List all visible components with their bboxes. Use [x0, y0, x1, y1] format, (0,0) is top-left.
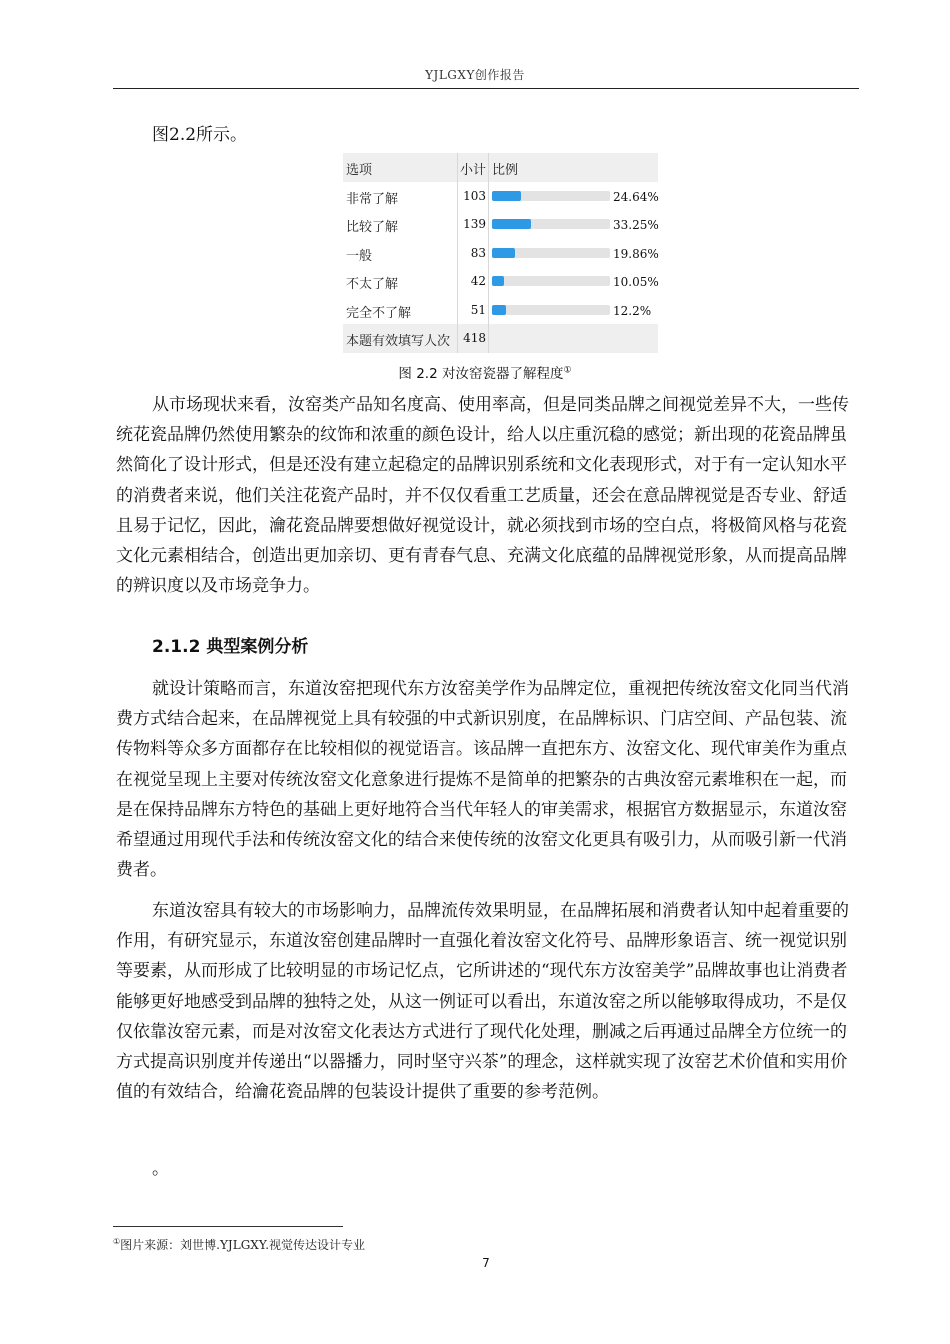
- ratio-bar-track: [492, 191, 610, 201]
- ratio-bar-fill: [492, 276, 504, 286]
- total-count: 418: [463, 331, 486, 345]
- paragraph-strategy: 就设计策略而言，东道汝窑把现代东方汝窑美学作为品牌定位，重视把传统汝窑文化同当代消费方式结合起来，在品牌视觉上具有较强的中式新识别度，在品牌标识、门店空间、产品包装、流传物料等众多方面都存在比较相似的视觉语言。该品牌一直把东方、汝窑文化、现代审美作为重点在视觉呈现上主要对传统汝窑文化意象进行提炼不是简单的把繁杂的古典汝窑元素堆积在一起，而是在保持品牌东方特色的基础上更好地符合当代年轻人的审美需求，根据官方数据显示，东道汝窑希望通过用现代手法和传统汝窑文化的结合来使传统的汝窑文化更具有吸引力，从而吸引新一代消费者。: [116, 679, 849, 881]
- row-percent: 19.86%: [613, 246, 659, 261]
- row-option: 非常了解: [346, 191, 399, 207]
- footnote: [113, 1236, 365, 1253]
- paragraph-market: 从市场现状来看，汝窑类产品知名度高、使用率高，但是同类品牌之间视觉差异不大，一些传统花瓷品牌仍然使用繁杂的纹饰和浓重的颜色设计，给人以庄重沉稳的感觉；新出现的花瓷品牌虽然简化了设计形式，但是还没有建立起稳定的品牌识别系统和文化表现形式，对于有一定认知水平的消费者来说，他们关注花瓷产品时，并不仅仅看重工艺质量，还会在意品牌视觉是否专业、舒适且易于记忆，因此，瀹花瓷品牌要想做好视觉设计，就必须找到市场的空白点，将极简风格与花瓷文化元素相结合，创造出更加亲切、更有青春气息、充满文化底蕴的品牌视觉形象，从而提高品牌的辨识度以及市场竞争力。: [116, 395, 849, 597]
- running-header: YJLGXY创作报告: [425, 68, 525, 82]
- footnote-mark: ①: [113, 1237, 121, 1246]
- page-number: 7: [482, 1256, 490, 1270]
- survey-row: [343, 182, 658, 211]
- row-percent: 10.05%: [613, 275, 659, 289]
- row-count: 51: [470, 302, 486, 317]
- ratio-bar-fill: [492, 219, 531, 229]
- row-option: 一般: [346, 248, 373, 264]
- footnote-text: 图片来源：刘世博.YJLGXY.视觉传达设计专业: [120, 1238, 366, 1252]
- row-option: 完全不了解: [346, 305, 412, 321]
- ratio-bar-fill: [492, 305, 506, 315]
- stray-punctuation: 。: [152, 1159, 169, 1179]
- ratio-bar-fill: [492, 248, 515, 258]
- ratio-bar-track: [492, 219, 610, 229]
- column-divider: [457, 153, 458, 353]
- row-count: 83: [470, 245, 486, 260]
- row-percent: 24.64%: [613, 189, 659, 204]
- ratio-bar-track: [492, 305, 610, 315]
- paragraph-influence: 东道汝窑具有较大的市场影响力，品牌流传效果明显，在品牌拓展和消费者认知中起着重要的作用，有研究显示，东道汝窑创建品牌时一直强化着汝窑文化符号、品牌形象语言、统一视觉识别等要素，从而形成了比较明显的市场记忆点，它所讲述的“现代东方汝窑美学”品牌故事也让消费者能够更好地感受到品牌的独特之处，从这一例证可以看出，东道汝窑之所以能够取得成功，不是仅仅依靠汝窑元素，而是对汝窑文化表达方式进行了现代化处理，删减之后再通过品牌全方位统一的方式提高识别度并传递出“以器播力，同时坚守兴茶”的理念，这样就实现了汝窑艺术价值和实用价值的有效结合，给瀹花瓷品牌的包装设计提供了重要的参考范例。: [116, 901, 849, 1103]
- survey-header-row: [343, 153, 658, 182]
- ratio-bar-track: [492, 276, 610, 286]
- header-ratio: 比例: [492, 163, 519, 178]
- row-percent: 33.25%: [613, 218, 659, 232]
- row-count: 139: [463, 217, 486, 231]
- section-heading: 2.1.2 典型案例分析: [152, 637, 309, 657]
- survey-row: [343, 296, 658, 325]
- total-label: 本题有效填写人次: [346, 334, 451, 349]
- survey-total-row: [343, 324, 658, 353]
- header-option: 选项: [346, 163, 373, 178]
- row-option: 比较了解: [346, 220, 399, 235]
- column-divider: [488, 153, 489, 353]
- survey-row: [343, 239, 658, 268]
- header-rule: [113, 88, 859, 89]
- header-count: 小计: [460, 163, 487, 178]
- intro-line: 图2.2所示。: [152, 125, 248, 145]
- row-count: 103: [463, 188, 486, 203]
- figure-caption: [0, 362, 950, 382]
- row-percent: 12.2%: [613, 303, 652, 318]
- caption-text: 图 2.2 对汝窑瓷器了解程度: [398, 366, 564, 382]
- survey-row: [343, 210, 658, 239]
- row-count: 42: [470, 274, 486, 288]
- ratio-bar-track: [492, 248, 610, 258]
- survey-row: [343, 267, 658, 296]
- ratio-bar-fill: [492, 191, 521, 201]
- survey-table: [343, 153, 658, 353]
- footnote-rule: [113, 1226, 343, 1227]
- row-option: 不太了解: [346, 277, 399, 292]
- caption-footnote-mark: ①: [563, 365, 572, 376]
